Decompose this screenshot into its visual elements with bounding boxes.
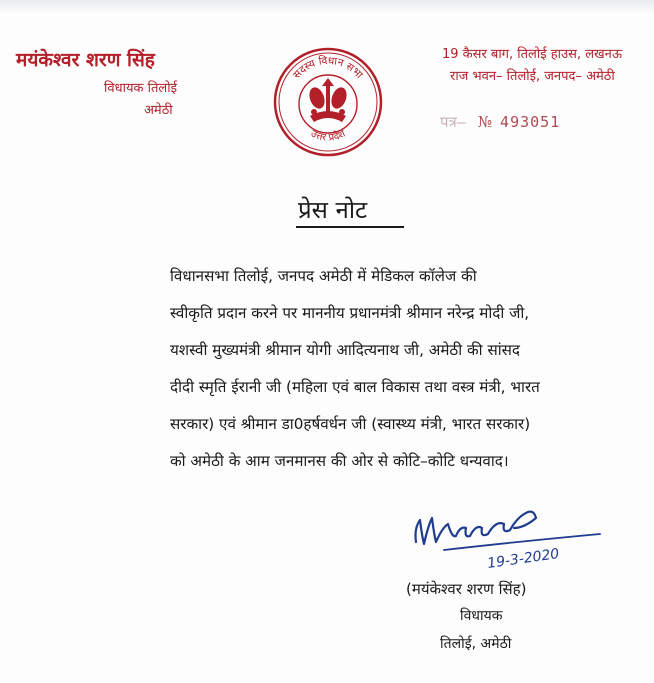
serial-number-block [440, 112, 560, 132]
assembly-seal-icon [272, 46, 384, 158]
serial-prefix: पत्र– [440, 113, 466, 131]
signatory-place: तिलोई, अमेठी [440, 636, 512, 652]
signatory-role: विधायक [460, 608, 503, 624]
body-line: सरकार) एवं श्रीमान डा0हर्षवर्धन जी (स्वास्थ्य मंत्री, भारत सरकार) [170, 415, 531, 433]
seal-bottom-text: उत्तर प्रदेश [308, 128, 348, 144]
address-line-2: राज भवन– तिलोई, जनपद– अमेठी [450, 69, 615, 84]
address-line-1: 19 कैसर बाग, तिलोई हाउस, लखनऊ [442, 47, 623, 62]
mla-name-heading: मयंकेश्वर शरण सिंह [16, 49, 155, 71]
handwritten-signature [404, 498, 604, 578]
body-line: दीदी स्मृति ईरानी जी (महिला एवं बाल विकास तथा वस्त्र मंत्री, भारत [170, 378, 540, 396]
body-line: विधानसभा तिलोई, जनपद अमेठी में मेडिकल कॉलेज की [170, 267, 477, 285]
title-underline [296, 226, 404, 228]
seal-top-text: सदस्य विधान सभा [290, 54, 366, 82]
signatory-name: (मयंकेश्वर शरण सिंह) [406, 580, 527, 598]
signature-date: 19-3-2020 [486, 546, 561, 572]
press-note-title: प्रेस नोट [298, 196, 368, 224]
body-line: यशस्वी मुख्यमंत्री श्रीमान योगी आदित्यनाथ जी, अमेठी की सांसद [170, 341, 520, 359]
numero-sign: № [477, 113, 493, 131]
body-line: स्वीकृति प्रदान करने पर माननीय प्रधानमंत्री श्रीमान नरेन्द्र मोदी जी, [170, 304, 530, 322]
mla-district: अमेठी [144, 103, 173, 118]
mla-designation: विधायक तिलोई [104, 81, 177, 96]
serial-number: 493051 [500, 113, 561, 131]
body-line: को अमेठी के आम जनमानस की ओर से कोटि–कोटि धन्यवाद। [170, 452, 509, 470]
page-top-edge [0, 0, 654, 14]
press-note-body [170, 258, 586, 480]
